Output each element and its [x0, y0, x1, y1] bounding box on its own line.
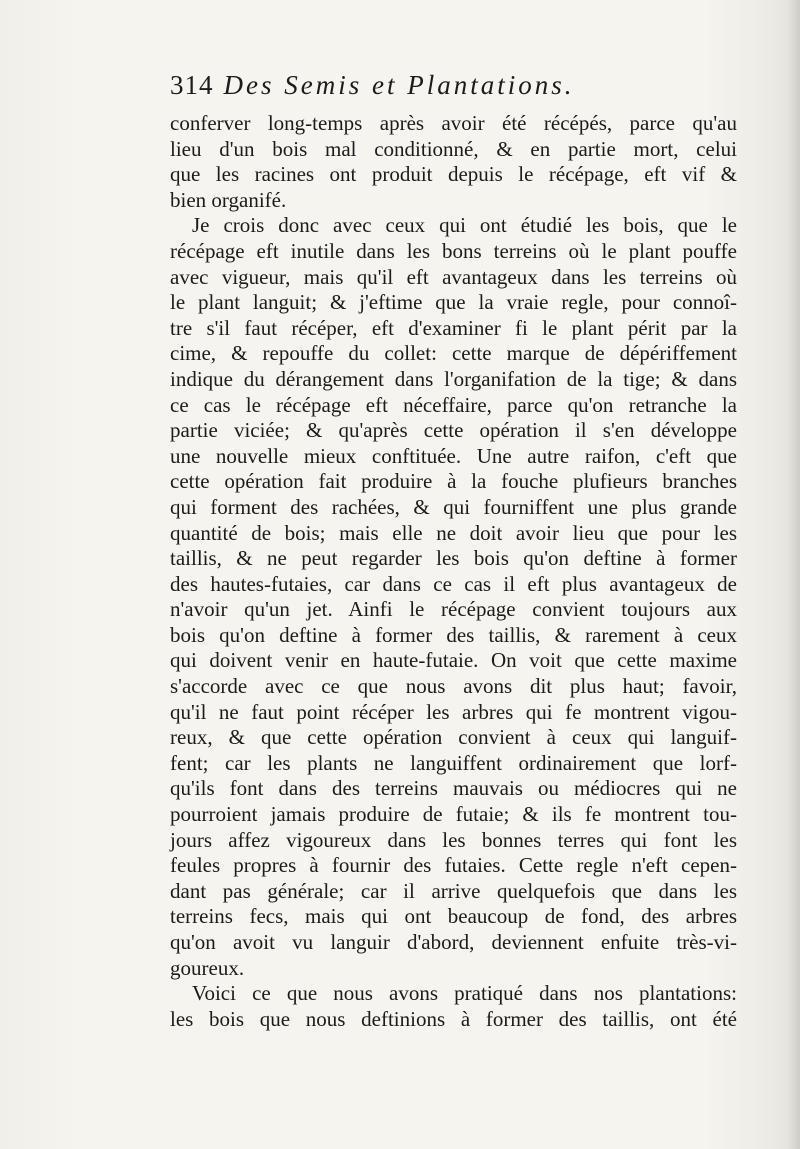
text-line: des hautes-futaies, car dans ce cas il eft plus avantageux de [170, 571, 737, 596]
text-line: n'avoir qu'un jet. Ainfi le récépage convient toujours aux [170, 597, 737, 622]
text-line: taillis, & ne peut regarder les bois qu'on deftine à former [170, 546, 737, 571]
page-edge-shadow [786, 0, 800, 1149]
text-line: tre s'il faut récéper, eft d'examiner fi le plant périt par la [170, 315, 737, 340]
text-line: feules propres à fournir des futaies. Cette regle n'eft cepen- [170, 853, 737, 878]
text-line: qui forment des rachées, & qui fourniffent une plus grande [170, 494, 737, 519]
text-line: une nouvelle mieux conftituée. Une autre raifon, c'eft que [170, 443, 737, 468]
text-line: reux, & que cette opération convient à ceux qui languif- [170, 725, 737, 750]
text-line: Je crois donc avec ceux qui ont étudié les bois, que le [192, 213, 737, 238]
text-line: qu'il ne faut point récéper les arbres qui fe montrent vigou- [170, 699, 737, 724]
running-title: Des Semis et Plantations. [223, 70, 575, 100]
text-line: partie viciée; & qu'après cette opération il s'en développe [170, 418, 737, 443]
text-line: quantité de bois; mais elle ne doit avoir lieu que pour les [170, 520, 737, 545]
body-text [170, 111, 737, 1032]
text-line: goureux. [170, 955, 245, 980]
text-line: pourroient jamais produire de futaie; & ils fe montrent tou- [170, 802, 737, 827]
text-line: cette opération fait produire à la fouche plufieurs branches [170, 469, 737, 494]
text-line: qu'on avoit vu languir d'abord, deviennent enfuite très-vi- [170, 930, 737, 954]
text-line: jours affez vigoureux dans les bonnes terres qui font les [170, 827, 737, 852]
text-line: avec vigueur, mais qu'il eft avantageux dans les terreins où [170, 264, 737, 289]
text-line: s'accorde avec ce que nous avons dit plus haut; favoir, [170, 674, 737, 699]
page-number: 314 [170, 70, 214, 100]
text-line: le plant languit; & j'eftime que la vraie regle, pour connoî- [170, 290, 737, 315]
text-line: qu'ils font dans des terreins mauvais ou médiocres qui ne [170, 776, 737, 801]
text-line: les bois que nous deftinions à former des taillis, ont été [170, 1006, 737, 1031]
text-line: ce cas le récépage eft néceffaire, parce qu'on retranche la [170, 392, 737, 417]
text-line: Voici ce que nous avons pratiqué dans nos plantations: [192, 981, 737, 1006]
text-line: que les racines ont produit depuis le récépage, eft vif & [170, 162, 737, 187]
text-line: terreins fecs, mais qui ont beaucoup de fond, des arbres [170, 904, 737, 929]
text-line: récépage eft inutile dans les bons terreins où le plant pouffe [170, 238, 737, 263]
text-line: bien organifé. [170, 187, 287, 212]
text-line: bois qu'on deftine à former des taillis, & rarement à ceux [170, 622, 737, 647]
text-line: indique du dérangement dans l'organifation de la tige; & dans [170, 366, 737, 391]
text-line: fent; car les plants ne languiffent ordinairement que lorf- [170, 750, 737, 775]
running-head [170, 70, 730, 106]
text-line: qui doivent venir en haute-futaie. On voit que cette maxime [170, 648, 737, 673]
text-line: conferver long-temps après avoir été récépés, parce qu'au [170, 111, 737, 135]
text-line: dant pas générale; car il arrive quelquefois que dans les [170, 878, 737, 903]
text-line: cime, & repouffe du collet: cette marque de dépériffement [170, 341, 737, 366]
text-line: lieu d'un bois mal conditionné, & en partie mort, celui [170, 136, 737, 161]
